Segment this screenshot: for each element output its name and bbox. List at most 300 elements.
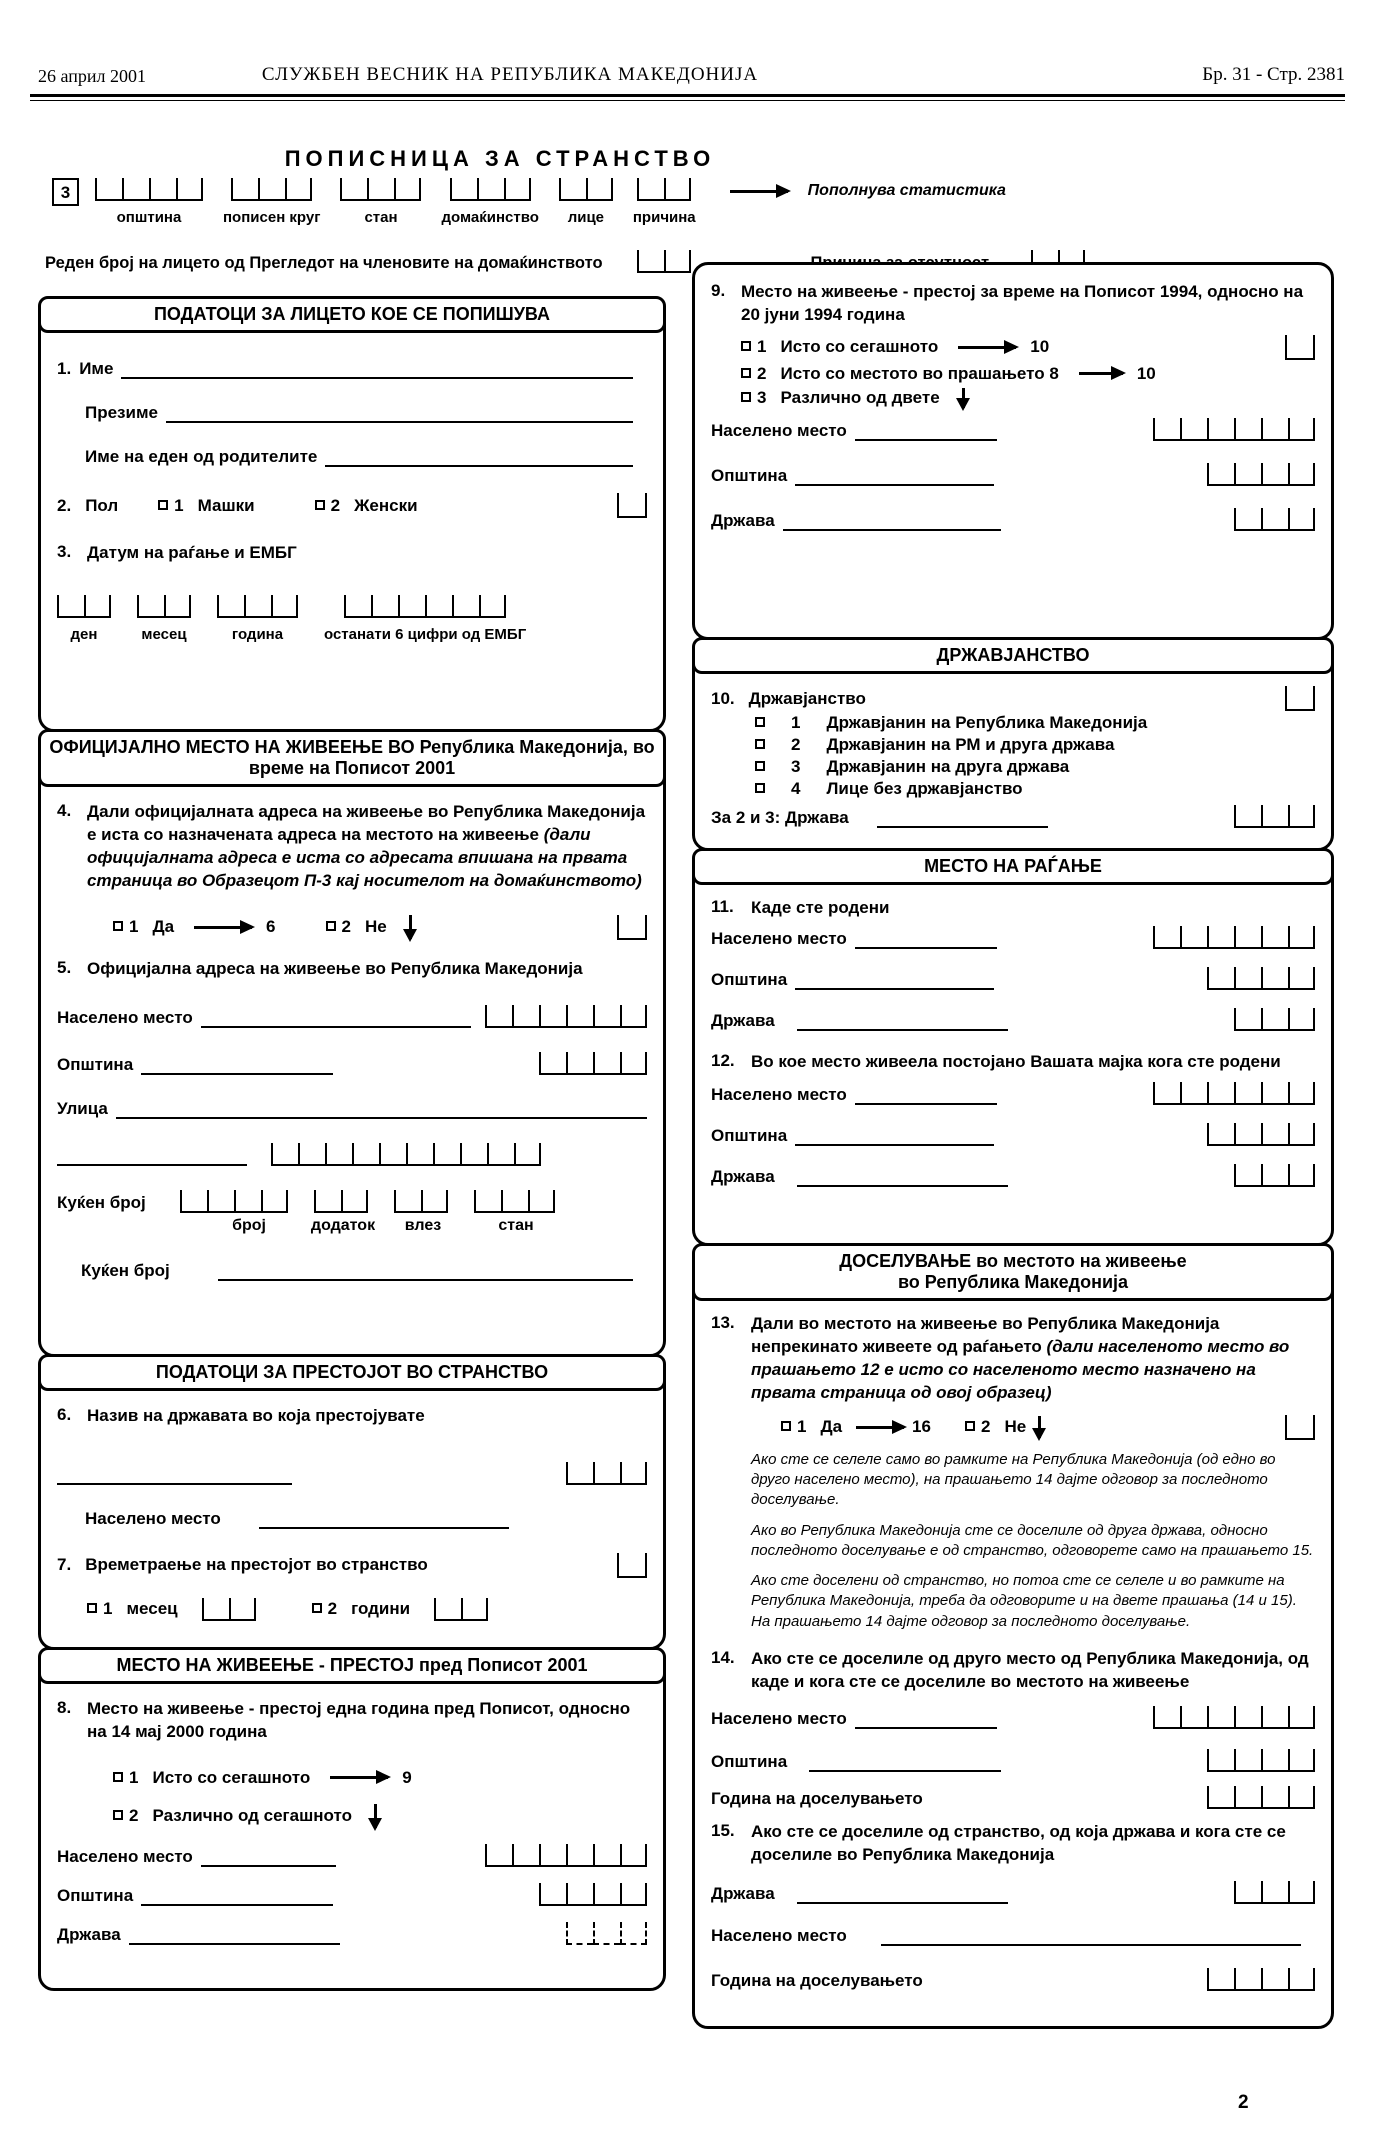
- q14-year-cells: [1207, 1786, 1315, 1809]
- write-in-cell[interactable]: [1207, 1749, 1234, 1772]
- write-in-cell[interactable]: [593, 1052, 620, 1075]
- q8-municipality-cells: [539, 1883, 647, 1906]
- write-in-cell[interactable]: [1288, 1008, 1315, 1031]
- write-in-cell[interactable]: [244, 595, 271, 618]
- q8-settlement-cells: [485, 1844, 647, 1867]
- code-cells-domakinstvo: [450, 178, 531, 201]
- q15-text: Ако сте се доселиле од странство, од која држава и кога сте се доселиле во Република Македонија: [751, 1821, 1286, 1864]
- write-in-cell[interactable]: [1207, 967, 1234, 990]
- write-in-cell[interactable]: [371, 595, 398, 618]
- q11-settlement-field[interactable]: [855, 929, 997, 949]
- option-number: 2: [791, 735, 801, 754]
- write-in-cell[interactable]: [394, 178, 421, 201]
- write-in-cell[interactable]: [314, 1190, 341, 1213]
- write-in-cell[interactable]: [398, 595, 425, 618]
- write-in-cell[interactable]: [325, 1143, 352, 1166]
- q4-italic-note: (дали официјалната адреса е иста со адресата впишана на првата страница во Образецот П-3 кај носителот на домаќинството): [87, 824, 642, 890]
- write-in-cell[interactable]: [620, 1922, 647, 1945]
- write-in-cell[interactable]: [379, 1143, 406, 1166]
- write-in-cell[interactable]: [477, 178, 504, 201]
- write-in-cell[interactable]: [1261, 805, 1288, 828]
- write-in-cell[interactable]: [1261, 1082, 1288, 1105]
- write-in-cell[interactable]: [1207, 1706, 1234, 1729]
- q4-no-label: Не: [364, 917, 387, 937]
- write-in-cell[interactable]: [1153, 1082, 1180, 1105]
- write-in-cell[interactable]: [285, 178, 312, 201]
- write-in-cell[interactable]: [406, 1143, 433, 1166]
- code-group-pricina: [633, 178, 696, 226]
- section-official-residence: [38, 729, 666, 1357]
- write-in-cell[interactable]: [1261, 1968, 1288, 1991]
- write-in-cell[interactable]: [1234, 1968, 1261, 1991]
- write-in-cell[interactable]: [461, 1598, 488, 1621]
- house-suffix-cells: [314, 1190, 368, 1213]
- q8-same-checkbox[interactable]: [113, 1772, 123, 1782]
- ordinal-label: Реден број на лицето од Прегледот на членовите на домаќинството: [45, 254, 603, 272]
- write-in-cell[interactable]: [1180, 1706, 1207, 1729]
- q13-answer-box[interactable]: [1285, 1415, 1315, 1440]
- write-in-cell[interactable]: [1234, 805, 1261, 828]
- write-in-cell[interactable]: [57, 595, 84, 618]
- write-in-cell[interactable]: [1180, 1082, 1207, 1105]
- write-in-cell[interactable]: [664, 178, 691, 201]
- q9-country-field[interactable]: [783, 511, 1002, 531]
- write-in-cell[interactable]: [1288, 1123, 1315, 1146]
- write-in-cell[interactable]: [485, 1005, 512, 1028]
- q9-goto-2: 10: [1136, 363, 1156, 383]
- surname-field[interactable]: [166, 403, 633, 423]
- write-in-cell[interactable]: [1207, 1082, 1234, 1105]
- q15-country-field[interactable]: [797, 1884, 1009, 1904]
- municipality-label: Општина: [57, 1054, 134, 1074]
- write-in-cell[interactable]: [566, 1462, 593, 1485]
- write-in-cell[interactable]: [637, 250, 664, 273]
- arrow-right-icon: [194, 926, 252, 929]
- write-in-cell[interactable]: [1234, 418, 1261, 441]
- write-in-cell[interactable]: [122, 178, 149, 201]
- write-in-cell[interactable]: [485, 1844, 512, 1867]
- write-in-cell[interactable]: [298, 1143, 325, 1166]
- sex-male-checkbox[interactable]: [158, 500, 168, 510]
- q5-text: Официјална адреса на живеење во Република Македонија: [87, 958, 583, 978]
- write-in-cell[interactable]: [1261, 1008, 1288, 1031]
- arrow-right-icon: [330, 1776, 388, 1779]
- q12-country-label: Држава: [711, 1166, 775, 1186]
- q7-number: 7.: [57, 1555, 72, 1575]
- q15-settlement-field[interactable]: [881, 1926, 1301, 1946]
- option-number: 3: [791, 757, 801, 776]
- section-place-of-birth: [692, 848, 1334, 1246]
- code-cells-popisen-krug: [231, 178, 312, 201]
- write-in-cell[interactable]: [1207, 418, 1234, 441]
- write-in-cell[interactable]: [1261, 926, 1288, 949]
- write-in-cell[interactable]: [1261, 1706, 1288, 1729]
- write-in-cell[interactable]: [1288, 1706, 1315, 1729]
- write-in-cell[interactable]: [593, 1462, 620, 1485]
- q12-country-cells: [1234, 1164, 1315, 1187]
- write-in-cell[interactable]: [340, 178, 367, 201]
- q8-country-cells: [566, 1922, 647, 1945]
- write-in-cell[interactable]: [1234, 1082, 1261, 1105]
- option-number: 1: [129, 1767, 139, 1787]
- house-number-2-field[interactable]: [218, 1261, 633, 1281]
- q13-italic-note: (дали населеното место во прашањето 12 е исто со населеното место назначено на првата страница од овој образец): [751, 1336, 1290, 1402]
- q12-settlement-field[interactable]: [855, 1085, 997, 1105]
- write-in-cell[interactable]: [1234, 1008, 1261, 1031]
- write-in-cell[interactable]: [504, 178, 531, 201]
- sex-answer-box[interactable]: [617, 493, 647, 518]
- write-in-cell[interactable]: [479, 595, 506, 618]
- arrow-right-icon: [856, 1426, 904, 1429]
- house-number-label: Куќен број: [57, 1192, 146, 1212]
- write-in-cell[interactable]: [367, 178, 394, 201]
- write-in-cell[interactable]: [528, 1190, 555, 1213]
- write-in-cell[interactable]: [487, 1143, 514, 1166]
- q4-no-checkbox[interactable]: [326, 921, 336, 931]
- q9-country-cells: [1234, 508, 1315, 531]
- q13-note-1: Ако сте се селеле само во рамките на Република Македонија (од едно во друго населено место), на прашањето 14 дајте одговор за последното доселување.: [751, 1450, 1276, 1509]
- write-in-cell[interactable]: [539, 1052, 566, 1075]
- write-in-cell[interactable]: [1288, 1968, 1315, 1991]
- write-in-cell[interactable]: [1234, 967, 1261, 990]
- embg-rest-group: [324, 595, 526, 643]
- code-group-popisen-krug: [223, 178, 320, 226]
- write-in-cell[interactable]: [229, 1598, 256, 1621]
- q9-same-as-q8-checkbox[interactable]: [741, 368, 751, 378]
- q14-number: 14.: [711, 1647, 735, 1667]
- municipality-field[interactable]: [141, 1055, 333, 1075]
- q10-answer-box[interactable]: [1285, 686, 1315, 711]
- q11-municipality-field[interactable]: [795, 970, 994, 990]
- option-number: 1: [757, 337, 767, 357]
- statistics-code-strip: [52, 178, 1006, 226]
- q10-option-1-label: Државјанин на Република Македонија: [826, 713, 1148, 732]
- q7-text: Времетраење на престојот во странство: [85, 1555, 428, 1575]
- write-in-cell[interactable]: [1261, 1123, 1288, 1146]
- write-in-cell[interactable]: [1207, 1123, 1234, 1146]
- write-in-cell[interactable]: [1288, 1164, 1315, 1187]
- q6-country-cells: [566, 1462, 647, 1485]
- q8-number: 8.: [57, 1698, 72, 1717]
- q9-same-checkbox[interactable]: [741, 341, 751, 351]
- write-in-cell[interactable]: [1234, 508, 1261, 531]
- write-in-cell[interactable]: [593, 1005, 620, 1028]
- write-in-cell[interactable]: [1261, 967, 1288, 990]
- q13-note-3: Ако сте доселени од странство, но потоа сте се селеле и во рамките на Република Македонија, треба да одговорите и на двете прашања (14 и 15). На прашањето 14 дајте одговор за последното доселување.: [751, 1572, 1297, 1630]
- write-in-cell[interactable]: [539, 1883, 566, 1906]
- write-in-cell[interactable]: [271, 595, 298, 618]
- q10-option-4-checkbox[interactable]: [755, 783, 765, 793]
- write-in-cell[interactable]: [474, 1190, 501, 1213]
- write-in-cell[interactable]: [1261, 1164, 1288, 1187]
- q4-goto: 6: [266, 917, 276, 937]
- q11-settlement-label: Населено место: [711, 928, 847, 948]
- embg-rest-cells: [344, 595, 506, 618]
- write-in-cell[interactable]: [586, 178, 613, 201]
- write-in-cell[interactable]: [176, 178, 203, 201]
- parent-name-field[interactable]: [325, 447, 633, 467]
- write-in-cell[interactable]: [1234, 1123, 1261, 1146]
- write-in-cell[interactable]: [217, 595, 244, 618]
- option-number: 2: [341, 917, 351, 937]
- street-field-2[interactable]: [57, 1146, 247, 1166]
- write-in-cell[interactable]: [1180, 418, 1207, 441]
- option-number: 2: [129, 1805, 139, 1825]
- write-in-cell[interactable]: [1261, 418, 1288, 441]
- arrow-right-icon: [1079, 372, 1123, 375]
- write-in-cell[interactable]: [202, 1598, 229, 1621]
- write-in-cell[interactable]: [1288, 1881, 1315, 1904]
- code-cells-pricina: [637, 178, 691, 201]
- write-in-cell[interactable]: [593, 1922, 620, 1945]
- write-in-cell[interactable]: [344, 595, 371, 618]
- write-in-cell[interactable]: [501, 1190, 528, 1213]
- write-in-cell[interactable]: [271, 1143, 298, 1166]
- write-in-cell[interactable]: [1288, 967, 1315, 990]
- write-in-cell[interactable]: [1234, 1786, 1261, 1809]
- form-code-box[interactable]: 3: [52, 178, 79, 206]
- write-in-cell[interactable]: [1207, 926, 1234, 949]
- write-in-cell[interactable]: [1207, 463, 1234, 486]
- write-in-cell[interactable]: [566, 1922, 593, 1945]
- write-in-cell[interactable]: [180, 1190, 207, 1213]
- parent-name-label: Име на еден од родителите: [85, 447, 318, 466]
- write-in-cell[interactable]: [234, 1190, 261, 1213]
- q14-municipality-label: Општина: [711, 1751, 788, 1771]
- q14-municipality-field[interactable]: [809, 1752, 1001, 1772]
- write-in-cell[interactable]: [261, 1190, 288, 1213]
- q8-settlement-label: Населено место: [57, 1846, 193, 1866]
- q13-note-2: Ако во Република Македонија сте се доселиле од друга држава, односно последното доселување е од странство, одговорете само на прашањето 15.: [751, 1521, 1314, 1559]
- q10-option-4-label: Лице без државјанство: [826, 779, 1023, 798]
- write-in-cell[interactable]: [620, 1005, 647, 1028]
- q11-settlement-cells: [1153, 926, 1315, 949]
- option-number: 2: [330, 495, 341, 515]
- write-in-cell[interactable]: [512, 1005, 539, 1028]
- write-in-cell[interactable]: [1261, 1786, 1288, 1809]
- sex-female-checkbox[interactable]: [315, 500, 325, 510]
- q7-month-checkbox[interactable]: [87, 1603, 97, 1613]
- q8-same-label: Исто со сегашното: [152, 1767, 311, 1787]
- q6-settlement-field[interactable]: [259, 1509, 509, 1529]
- right-column: [692, 262, 1334, 2029]
- write-in-cell[interactable]: [1234, 1881, 1261, 1904]
- write-in-cell[interactable]: [620, 1052, 647, 1075]
- write-in-cell[interactable]: [95, 178, 122, 201]
- q7-month-label: месец: [126, 1599, 178, 1619]
- write-in-cell[interactable]: [164, 595, 191, 618]
- write-in-cell[interactable]: [1234, 1164, 1261, 1187]
- write-in-cell[interactable]: [620, 1462, 647, 1485]
- q3-number: 3.: [57, 542, 72, 561]
- q7-years-checkbox[interactable]: [312, 1603, 322, 1613]
- write-in-cell[interactable]: [1234, 463, 1261, 486]
- comb-label: ден: [70, 625, 98, 643]
- write-in-cell[interactable]: [258, 178, 285, 201]
- write-in-cell[interactable]: [593, 1844, 620, 1867]
- write-in-cell[interactable]: [137, 595, 164, 618]
- code-cells-lice: [559, 178, 613, 201]
- option-number: 1: [797, 1417, 807, 1437]
- write-in-cell[interactable]: [207, 1190, 234, 1213]
- ordinal-cells: [637, 250, 691, 273]
- write-in-cell[interactable]: [421, 1190, 448, 1213]
- write-in-cell[interactable]: [512, 1844, 539, 1867]
- write-in-cell[interactable]: [1288, 1749, 1315, 1772]
- write-in-cell[interactable]: [341, 1190, 368, 1213]
- q11-number: 11.: [711, 897, 734, 916]
- q9-different-checkbox[interactable]: [741, 392, 751, 402]
- arrow-down-icon: [1038, 1416, 1041, 1438]
- write-in-cell[interactable]: [593, 1883, 620, 1906]
- write-in-cell[interactable]: [1234, 1706, 1261, 1729]
- settlement-cells: [485, 1005, 647, 1028]
- q9-answer-box[interactable]: [1285, 335, 1315, 360]
- q15-settlement-label: Населено место: [711, 1925, 847, 1945]
- q13-yes-label: Да: [820, 1417, 843, 1437]
- q14-year-label: Година на доселувањето: [711, 1788, 923, 1808]
- filled-by-statistics-note: Пополнува статистика: [807, 182, 1006, 199]
- sex-female-label: Женски: [354, 495, 418, 515]
- option-number: 3: [757, 387, 767, 407]
- q4-yes-checkbox[interactable]: [113, 921, 123, 931]
- house-number-sublabels: [57, 1217, 647, 1235]
- q8-country-label: Држава: [57, 1924, 121, 1944]
- write-in-cell[interactable]: [566, 1844, 593, 1867]
- gazette-issue-page: Бр. 31 - Стр. 2381: [1202, 64, 1345, 85]
- write-in-cell[interactable]: [1261, 1749, 1288, 1772]
- write-in-cell[interactable]: [1261, 463, 1288, 486]
- write-in-cell[interactable]: [1288, 418, 1315, 441]
- option-number: 1: [174, 495, 184, 515]
- section-header-residence-before-census: МЕСТО НА ЖИВЕЕЊЕ - ПРЕСТОЈ пред Пописот 2001: [38, 1647, 666, 1684]
- first-name-field[interactable]: [121, 359, 633, 379]
- write-in-cell[interactable]: [1261, 508, 1288, 531]
- q8-text: Место на живеење - престој една година пред Пописот, односно на 14 мај 2000 година: [87, 1699, 631, 1741]
- arrow-down-icon: [409, 915, 412, 939]
- q11-municipality-cells: [1207, 967, 1315, 990]
- write-in-cell[interactable]: [1288, 508, 1315, 531]
- write-in-cell[interactable]: [231, 178, 258, 201]
- q10-option-3-checkbox[interactable]: [755, 761, 765, 771]
- option-number: 2: [980, 1417, 991, 1437]
- q14-settlement-cells: [1153, 1706, 1315, 1729]
- q11-country-field[interactable]: [797, 1011, 1009, 1031]
- write-in-cell[interactable]: [620, 1844, 647, 1867]
- q8-settlement-field[interactable]: [201, 1847, 336, 1867]
- write-in-cell[interactable]: [1288, 926, 1315, 949]
- q9-country-label: Држава: [711, 510, 775, 530]
- write-in-cell[interactable]: [1153, 926, 1180, 949]
- comb-label: година: [231, 625, 284, 643]
- write-in-cell[interactable]: [539, 1844, 566, 1867]
- write-in-cell[interactable]: [1153, 1706, 1180, 1729]
- q12-country-field[interactable]: [797, 1167, 1009, 1187]
- write-in-cell[interactable]: [1288, 805, 1315, 828]
- write-in-cell[interactable]: [539, 1005, 566, 1028]
- q4-answer-box[interactable]: [617, 915, 647, 940]
- street-field[interactable]: [116, 1099, 647, 1119]
- q2-number: 2.: [57, 495, 72, 515]
- q6-text: Назив на државата во која престојувате: [87, 1406, 425, 1425]
- write-in-cell[interactable]: [394, 1190, 421, 1213]
- first-name-label: Име: [79, 359, 114, 378]
- q13-goto: 16: [912, 1417, 931, 1437]
- q9-settlement-field[interactable]: [855, 421, 997, 441]
- write-in-cell[interactable]: [433, 1143, 460, 1166]
- write-in-cell[interactable]: [1180, 926, 1207, 949]
- write-in-cell[interactable]: [434, 1598, 461, 1621]
- write-in-cell[interactable]: [566, 1005, 593, 1028]
- write-in-cell[interactable]: [352, 1143, 379, 1166]
- write-in-cell[interactable]: [637, 178, 664, 201]
- section-header-immigration: [692, 1243, 1334, 1301]
- option-number: 1: [103, 1599, 113, 1619]
- write-in-cell[interactable]: [1288, 1082, 1315, 1105]
- comb-label: останати 6 цифри од ЕМБГ: [324, 625, 527, 643]
- gazette-title: СЛУЖБЕН ВЕСНИК НА РЕПУБЛИКА МАКЕДОНИЈА: [261, 64, 759, 85]
- write-in-cell[interactable]: [664, 250, 691, 273]
- write-in-cell[interactable]: [514, 1143, 541, 1166]
- write-in-cell[interactable]: [1261, 1881, 1288, 1904]
- q10-number: 10.: [711, 688, 735, 708]
- write-in-cell[interactable]: [566, 1883, 593, 1906]
- q8-municipality-field[interactable]: [141, 1886, 333, 1906]
- left-column: [38, 296, 666, 1991]
- write-in-cell[interactable]: [149, 178, 176, 201]
- q8-different-checkbox[interactable]: [113, 1810, 123, 1820]
- q12-municipality-field[interactable]: [795, 1126, 994, 1146]
- write-in-cell[interactable]: [1207, 1786, 1234, 1809]
- write-in-cell[interactable]: [1234, 926, 1261, 949]
- q8-country-field[interactable]: [129, 1925, 341, 1945]
- q10-option-1-checkbox[interactable]: [755, 717, 765, 727]
- q9-goto-1: 10: [1030, 337, 1050, 357]
- q14-settlement-field[interactable]: [855, 1709, 997, 1729]
- q7-answer-box[interactable]: [617, 1553, 647, 1578]
- write-in-cell[interactable]: [1207, 1968, 1234, 1991]
- q13-no-checkbox[interactable]: [965, 1421, 975, 1431]
- q7-years-cells: [434, 1598, 488, 1621]
- write-in-cell[interactable]: [1288, 463, 1315, 486]
- write-in-cell[interactable]: [452, 595, 479, 618]
- q9-number: 9.: [711, 281, 726, 300]
- write-in-cell[interactable]: [450, 178, 477, 201]
- write-in-cell[interactable]: [1288, 1786, 1315, 1809]
- q4-text: Дали официјалната адреса на живеење во Република Македонија е иста со назначената адреса на местото на живеење: [87, 802, 646, 844]
- arrow-right-icon: [958, 346, 1016, 349]
- write-in-cell[interactable]: [425, 595, 452, 618]
- house-number-cells: [180, 1190, 288, 1213]
- q15-year-cells: [1207, 1968, 1315, 1991]
- q13-yes-checkbox[interactable]: [781, 1421, 791, 1431]
- write-in-cell[interactable]: [84, 595, 111, 618]
- write-in-cell[interactable]: [620, 1883, 647, 1906]
- write-in-cell[interactable]: [1153, 418, 1180, 441]
- q10-country-field[interactable]: [877, 808, 1049, 828]
- q6-country-field[interactable]: [57, 1465, 292, 1485]
- q9-municipality-field[interactable]: [795, 466, 994, 486]
- q10-option-2-checkbox[interactable]: [755, 739, 765, 749]
- write-in-cell[interactable]: [559, 178, 586, 201]
- write-in-cell[interactable]: [1234, 1749, 1261, 1772]
- street-label: Улица: [57, 1098, 108, 1118]
- code-label: домаќинство: [441, 209, 539, 226]
- settlement-field[interactable]: [201, 1008, 471, 1028]
- arrow-down-icon: [962, 388, 965, 408]
- write-in-cell[interactable]: [566, 1052, 593, 1075]
- write-in-cell[interactable]: [460, 1143, 487, 1166]
